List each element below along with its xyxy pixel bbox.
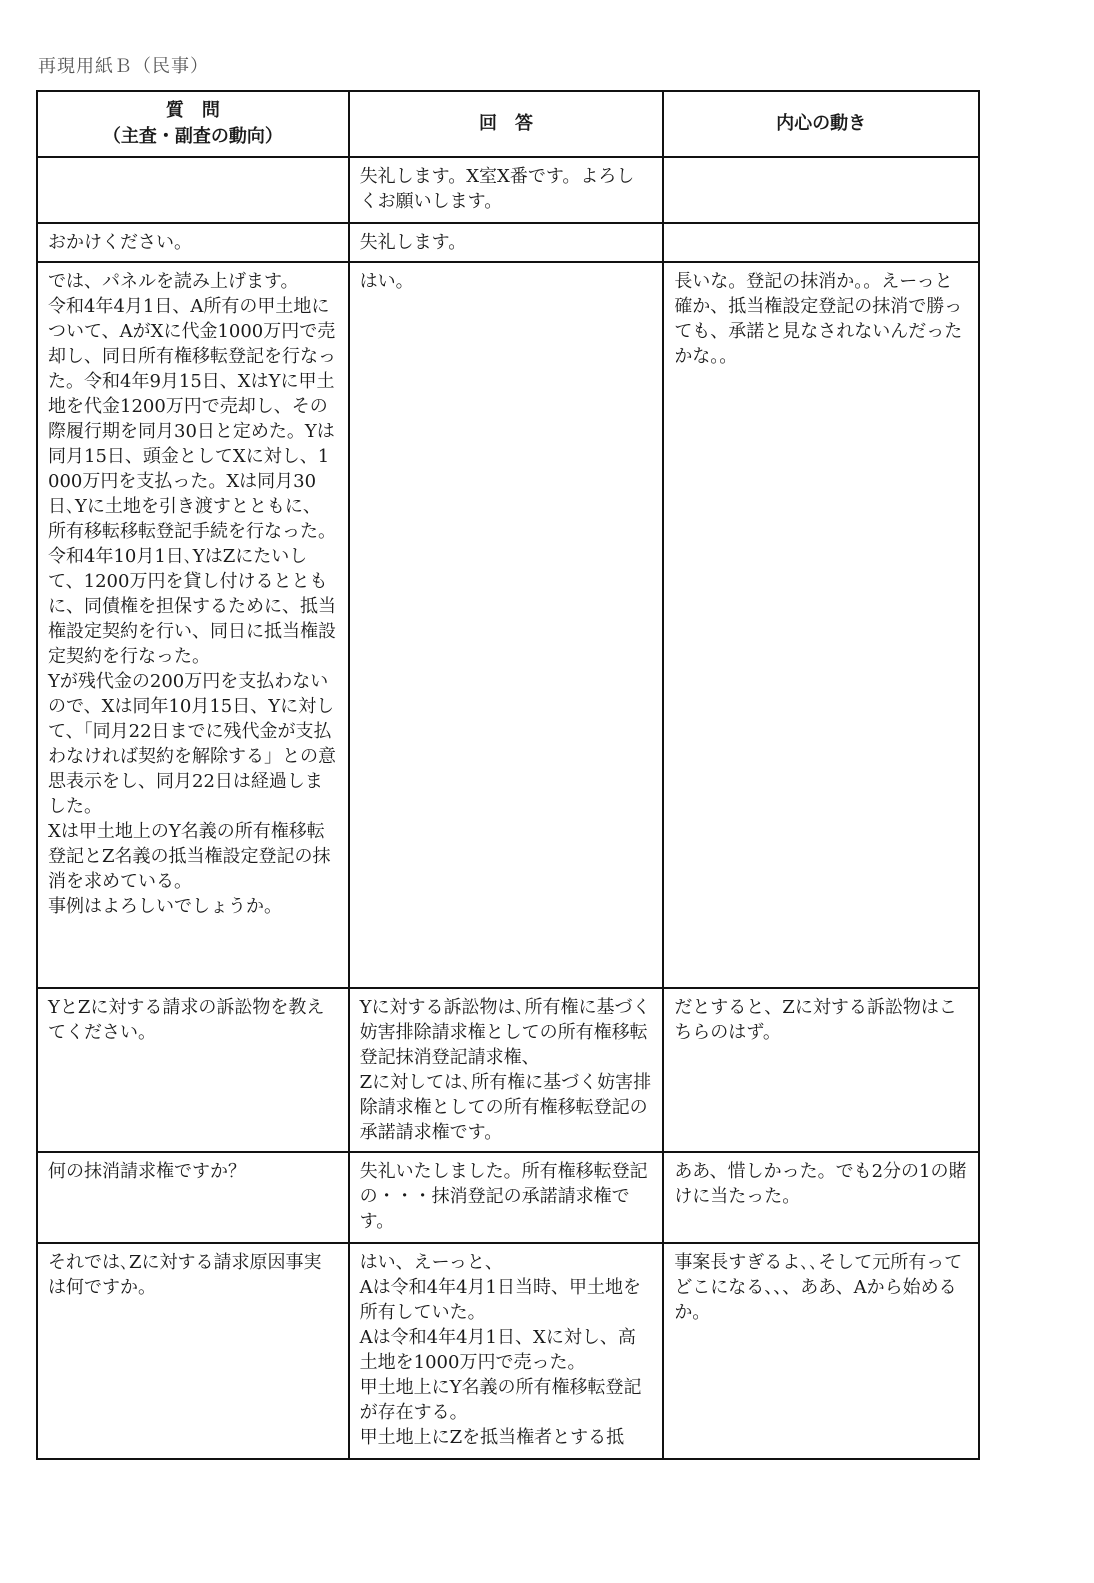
- table-row: [37, 223, 979, 262]
- question-header-sublabel: （主査・副査の動向）: [102, 126, 283, 147]
- question-column-header: [37, 91, 349, 157]
- table-row: [37, 988, 979, 1152]
- table-row: [37, 157, 979, 223]
- answer-cell: はい、えーっと、 Aは令和4年4月1日当時、甲土地を所有していた。 Aは令和4年4月1日、Xに対し、高土地を1000万円で売った。 甲土地上にY名義の所有権移転登記が存在する。 甲土地上にZを抵当権者とする抵: [349, 1243, 664, 1459]
- inner-thoughts-cell: ああ、惜しかった。でも2分の1の賭けに当たった。: [663, 1152, 979, 1243]
- answer-cell: 失礼いたしました。所有権移転登記の・・・抹消登記の承諾請求権です。: [349, 1152, 664, 1243]
- answer-column-header: 回 答: [349, 91, 664, 157]
- question-cell: では、パネルを読み上げます。 令和4年4月1日、A所有の甲土地について、AがXに代金1000万円で売却し、同日所有権移転登記を行なった。令和4年9月15日、XはYに甲土地を代金1200万円で売却し、その際履行期を同月30日と定めた。Yは同月15日、頭金としてXに対し、1000万円を支払った。Xは同月30日､Yに土地を引き渡すとともに、所有移転移転登記手続を行なった。 令和4年10月1日､YはZにたいして、1200万円を貸し付けるとともに、同債権を担保するために、抵当権設定契約を行い、同日に抵当権設定契約を行なった。 Yが残代金の200万円を支払わないので、Xは同年10月15日、Yに対して、「同月22日までに残代金が支払わなければ契約を解除する」との意思表示をし、同月22日は経過しました。 Xは甲土地上のY名義の所有権移転登記とZ名義の抵当権設定登記の抹消を求めている。 事例はよろしいでしょうか。: [37, 262, 349, 988]
- table-row: [37, 1243, 979, 1459]
- table-row: [37, 262, 979, 988]
- table-header-row: [37, 91, 979, 157]
- exam-transcript-table: [36, 90, 980, 1460]
- answer-cell: はい。: [349, 262, 664, 988]
- inner-thoughts-cell: [663, 223, 979, 262]
- question-cell: おかけください。: [37, 223, 349, 262]
- question-cell: [37, 157, 349, 223]
- inner-thoughts-cell: [663, 157, 979, 223]
- question-cell: YとZに対する請求の訴訟物を教えてください。: [37, 988, 349, 1152]
- answer-cell: Yに対する訴訟物は､所有権に基づく妨害排除請求権としての所有権移転登記抹消登記請求権、 Zに対しては､所有権に基づく妨害排除請求権としての所有権移転登記の承諾請求権です。: [349, 988, 664, 1152]
- inner-thoughts-cell: 事案長すぎるよ､､そして元所有ってどこになる、、、ああ、Aから始めるか。: [663, 1243, 979, 1459]
- table-row: [37, 1152, 979, 1243]
- inner-thoughts-cell: 長いな。登記の抹消か。。えーっと確か、抵当権設定登記の抹消で勝っても、承諾と見なされないんだったかな。。: [663, 262, 979, 988]
- answer-cell: 失礼します。: [349, 223, 664, 262]
- question-cell: 何の抹消請求権ですか？: [37, 1152, 349, 1243]
- answer-cell: 失礼します。X室X番です。よろしくお願いします。: [349, 157, 664, 223]
- form-title: 再現用紙Ｂ（民事）: [38, 56, 209, 77]
- inner-thoughts-cell: だとすると、Zに対する訴訟物はこちらのはず。: [663, 988, 979, 1152]
- question-header-label: 質 問: [165, 100, 220, 121]
- inner-thoughts-column-header: 内心の動き: [663, 91, 979, 157]
- question-cell: それでは､Zに対する請求原因事実は何ですか。: [37, 1243, 349, 1459]
